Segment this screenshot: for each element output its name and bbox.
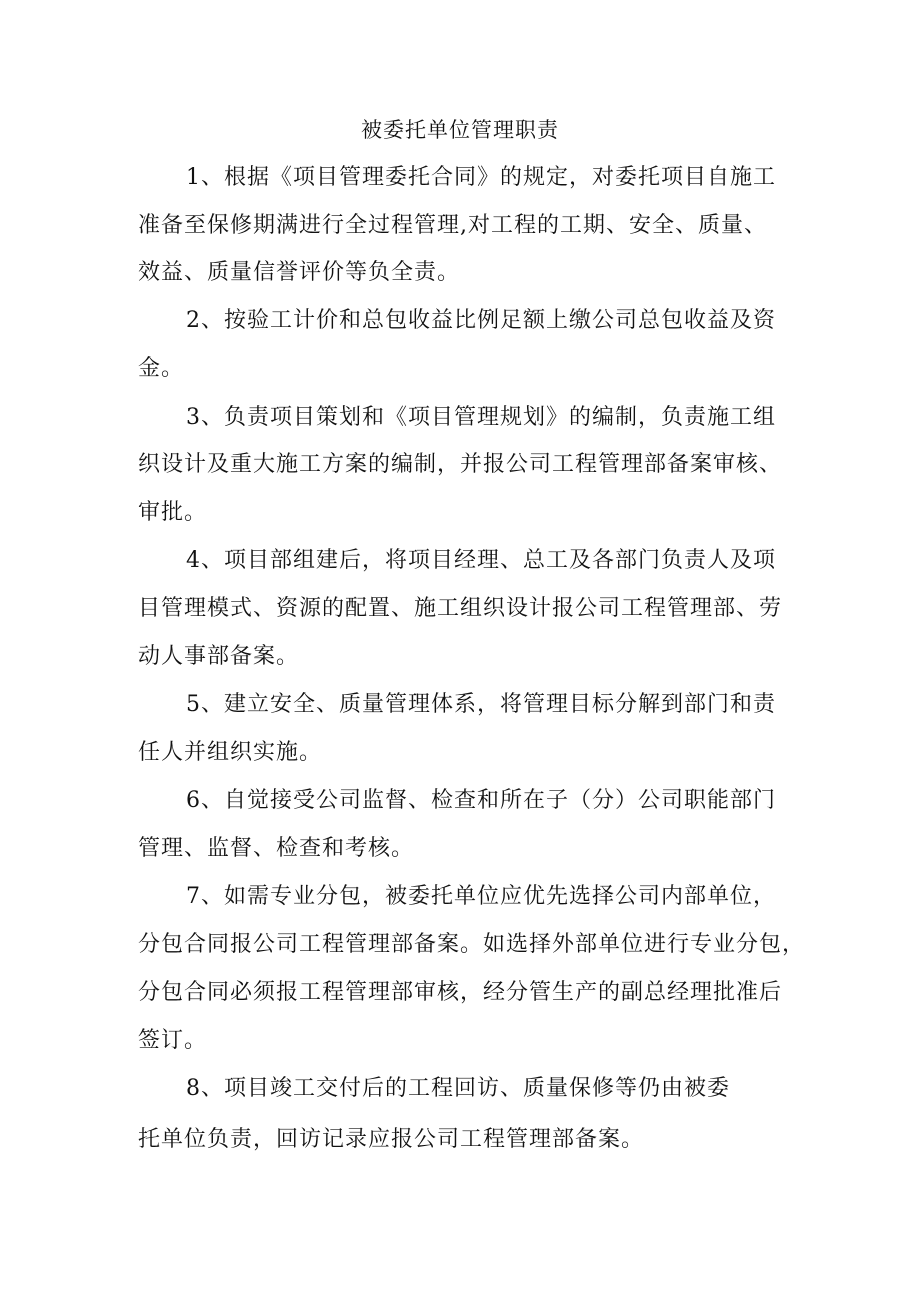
paragraph-8-line-2: 托单位负责，回访记录应报公司工程管理部备案。 — [138, 1127, 645, 1152]
paragraph-8-line-1: 8、项目竣工交付后的工程回访、质量保修等仍由被委 — [186, 1076, 730, 1101]
paragraph-4-line-1: 4、项目部组建后，将项目经理、总工及各部门负责人及项 — [186, 548, 776, 573]
paragraph-1-line-1: 1、根据《项目管理委托合同》的规定，对委托项目自施工 — [186, 165, 776, 190]
paragraph-3-line-2: 织设计及重大施工方案的编制，并报公司工程管理部备案审核、 — [138, 452, 783, 477]
paragraph-6-line-2: 管理、监督、检查和考核。 — [138, 836, 415, 861]
paragraph-1-line-2: 准备至保修期满进行全过程管理,对工程的工期、安全、质量、 — [138, 213, 767, 238]
paragraph-6-line-1: 6、自觉接受公司监督、检查和所在子（分）公司职能部门 — [186, 788, 776, 813]
paragraph-7-line-2: 分包合同报公司工程管理部备案。如选择外部单位进行专业分包， — [138, 932, 806, 957]
paragraph-1-line-3: 效益、质量信誉评价等负全责。 — [138, 260, 461, 285]
paragraph-7-line-4: 签订。 — [138, 1028, 208, 1053]
paragraph-3-line-1: 3、负责项目策划和《项目管理规划》的编制，负责施工组 — [186, 405, 776, 430]
paragraph-7-line-3: 分包合同必须报工程管理部审核，经分管生产的副总经理批准后 — [138, 980, 783, 1005]
document-title: 被委托单位管理职责 — [361, 118, 559, 142]
paragraph-5-line-2: 任人并组织实施。 — [138, 740, 323, 765]
paragraph-7-line-1: 7、如需专业分包，被委托单位应优先选择公司内部单位， — [186, 884, 776, 909]
paragraph-4-line-2: 目管理模式、资源的配置、施工组织设计报公司工程管理部、劳 — [138, 596, 783, 621]
paragraph-2-line-1: 2、按验工计价和总包收益比例足额上缴公司总包收益及资 — [186, 308, 776, 333]
paragraph-5-line-1: 5、建立安全、质量管理体系，将管理目标分解到部门和责 — [186, 692, 776, 717]
paragraph-2-line-2: 金。 — [138, 356, 185, 381]
paragraph-4-line-3: 动人事部备案。 — [138, 644, 300, 669]
paragraph-3-line-3: 审批。 — [138, 500, 208, 525]
